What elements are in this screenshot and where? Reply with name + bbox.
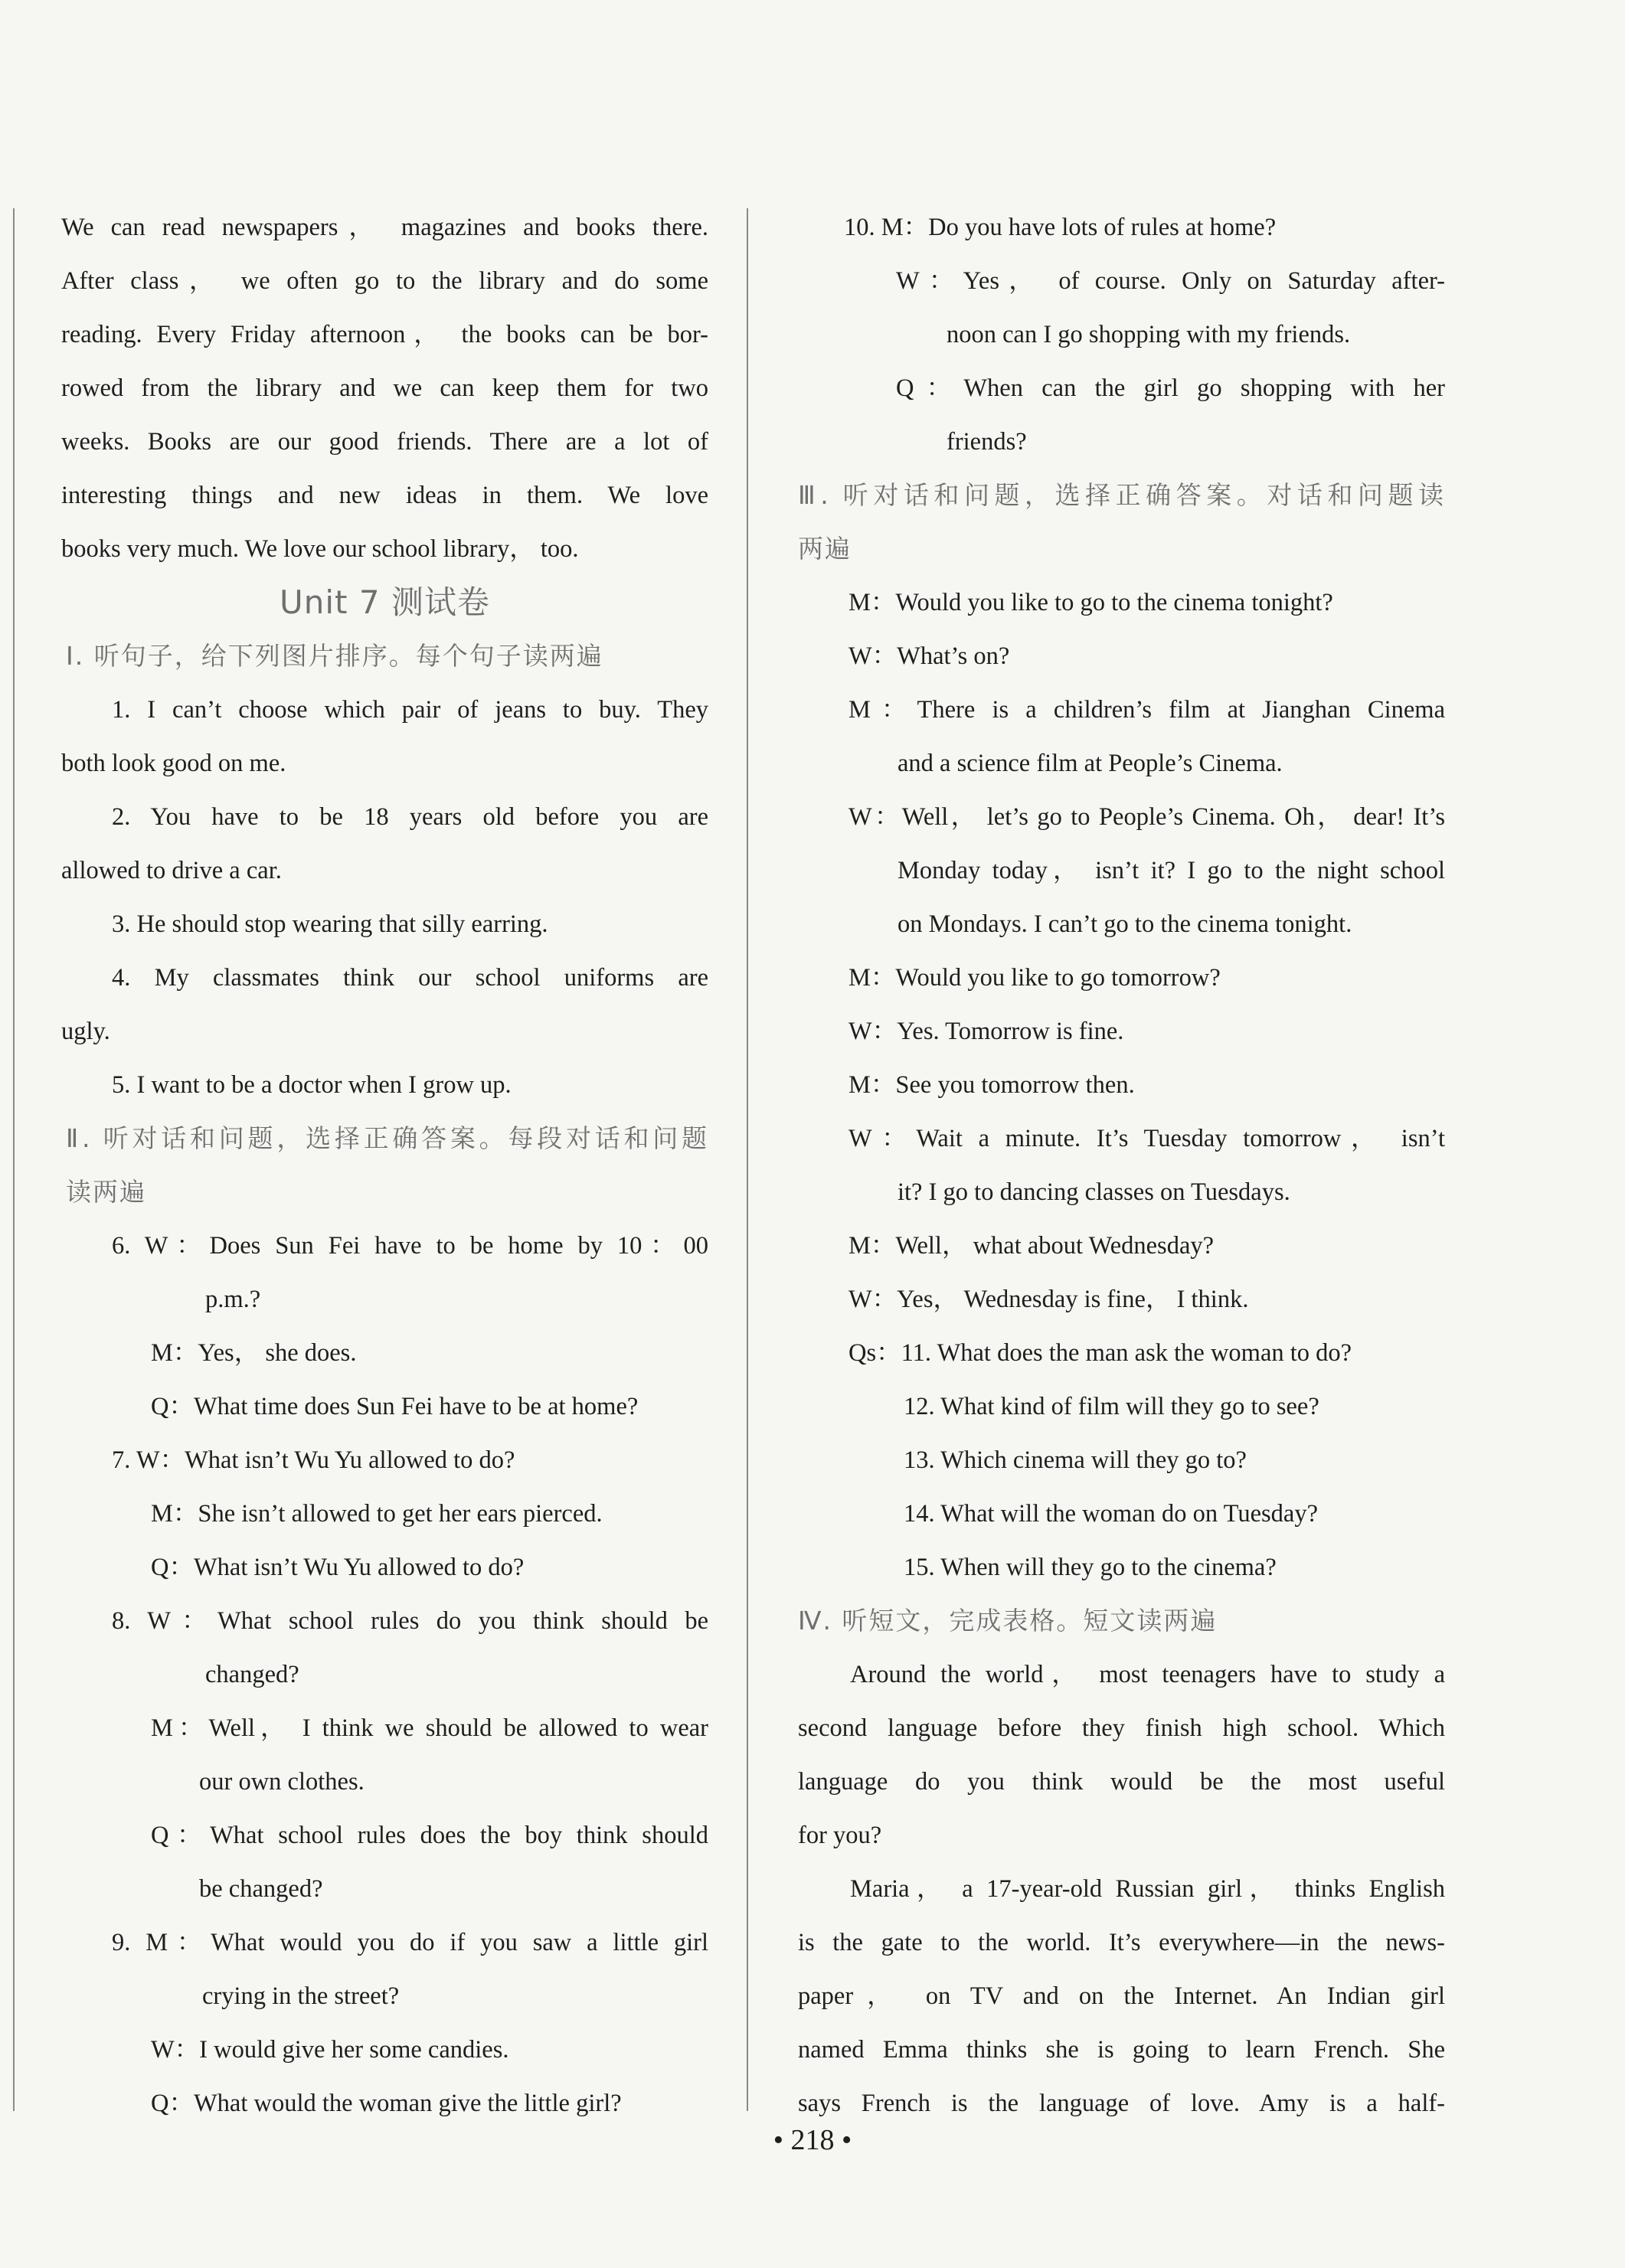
text-line: 14. What will the woman do on Tuesday? — [904, 1500, 1319, 1528]
text-line: both look good on me. — [61, 750, 286, 777]
text-line: M：Would you like to go tomorrow? — [848, 964, 1221, 992]
text-line: 1. I can’t choose which pair of jeans to buy. They — [112, 696, 708, 724]
text-line: is the gate to the world. It’s everywhere—in the news- — [798, 1929, 1445, 1956]
text-line: 6. W：Does Sun Fei have to be home by 10：00 — [112, 1232, 708, 1260]
text-line: 9. M：What would you do if you saw a little girl — [112, 1929, 708, 1956]
text-line: friends? — [947, 428, 1027, 456]
page-number: • 218 • — [773, 2124, 852, 2156]
text-line: be changed? — [199, 1875, 323, 1903]
text-line: We can read newspapers， magazines and books there. — [61, 214, 708, 241]
text-line: W：Yes， Wednesday is fine， I think. — [848, 1286, 1249, 1313]
text-line: our own clothes. — [199, 1768, 365, 1796]
text-line: 13. Which cinema will they go to? — [904, 1446, 1247, 1474]
text-line: second language before they finish high school. Which — [798, 1714, 1445, 1742]
text-line: M：There is a children’s film at Jianghan Cinema — [848, 696, 1445, 724]
text-line: paper， on TV and on the Internet. An Indian girl — [798, 1982, 1445, 2010]
text-line: M：Well， I think we should be allowed to wear — [151, 1714, 708, 1742]
text-line: on Mondays. I can’t go to the cinema tonight. — [898, 910, 1352, 938]
left-margin-rule — [13, 208, 15, 2111]
text-line: W：Wait a minute. It’s Tuesday tomorrow， isn’t — [848, 1125, 1445, 1152]
text-line: W：Yes. Tomorrow is fine. — [848, 1018, 1124, 1045]
text-line: Maria， a 17-year-old Russian girl， thinks English — [850, 1875, 1445, 1903]
unit-title: Unit 7 测试卷 — [280, 583, 490, 621]
text-line: Monday today， isn’t it? I go to the night school — [898, 857, 1445, 884]
section-heading: 读两遍 — [66, 1177, 146, 1207]
text-line: 7. W：What isn’t Wu Yu allowed to do? — [112, 1446, 515, 1474]
text-line: noon can I go shopping with my friends. — [947, 321, 1351, 348]
text-line: for you? — [798, 1822, 882, 1849]
section-heading: 两遍 — [798, 534, 852, 564]
section-heading: Ⅲ. 听对话和问题，选择正确答案。对话和问题读 — [798, 480, 1445, 510]
section-heading: Ⅳ. 听短文，完成表格。短文读两遍 — [798, 1606, 1218, 1636]
text-line: W：What’s on? — [848, 642, 1010, 670]
text-line: Around the world， most teenagers have to study a — [850, 1661, 1445, 1688]
text-line: says French is the language of love. Amy is a half- — [798, 2090, 1445, 2117]
left-column — [61, 0, 708, 2268]
column-divider — [747, 208, 748, 2111]
text-line: Q：What would the woman give the little girl? — [151, 2090, 622, 2117]
text-line: Q：When can the girl go shopping with her — [896, 374, 1445, 402]
text-line: weeks. Books are our good friends. There are a lot of — [61, 428, 708, 456]
text-line: crying in the street? — [202, 1982, 400, 2010]
text-line: W：I would give her some candies. — [151, 2036, 509, 2064]
section-heading: Ⅱ. 听对话和问题，选择正确答案。每段对话和问题 — [66, 1123, 708, 1153]
text-line: 10. M：Do you have lots of rules at home? — [844, 214, 1277, 241]
section-heading: Ⅰ. 听句子，给下列图片排序。每个句子读两遍 — [66, 641, 603, 671]
right-column — [798, 0, 1445, 2268]
text-line: and a science film at People’s Cinema. — [898, 750, 1283, 777]
text-line: books very much. We love our school library， too. — [61, 535, 579, 563]
text-line: language do you think would be the most useful — [798, 1768, 1445, 1796]
text-line: After class， we often go to the library and do some — [61, 267, 708, 295]
text-line: M：Yes， she does. — [151, 1339, 357, 1367]
text-line: Q：What school rules does the boy think should — [151, 1822, 708, 1849]
text-line: 3. He should stop wearing that silly earring. — [112, 910, 548, 938]
text-line: M：Would you like to go to the cinema tonight? — [848, 589, 1333, 616]
text-line: M：See you tomorrow then. — [848, 1071, 1135, 1099]
text-line: 8. W：What school rules do you think should be — [112, 1607, 708, 1635]
text-line: M：Well， what about Wednesday? — [848, 1232, 1215, 1260]
text-line: 4. My classmates think our school uniforms are — [112, 964, 708, 992]
text-line: Qs：11. What does the man ask the woman to do? — [848, 1339, 1352, 1367]
text-line: 15. When will they go to the cinema? — [904, 1554, 1277, 1581]
text-line: named Emma thinks she is going to learn French. She — [798, 2036, 1445, 2064]
text-line: changed? — [205, 1661, 299, 1688]
text-line: W：Yes， of course. Only on Saturday after- — [896, 267, 1445, 295]
text-line: rowed from the library and we can keep them for two — [61, 374, 708, 402]
text-line: reading. Every Friday afternoon， the books can be bor- — [61, 321, 708, 348]
text-line: W：Well， let’s go to People’s Cinema. Oh， dear! It’s — [848, 803, 1445, 831]
text-line: Q：What isn’t Wu Yu allowed to do? — [151, 1554, 525, 1581]
text-line: M：She isn’t allowed to get her ears pierced. — [151, 1500, 603, 1528]
text-line: 2. You have to be 18 years old before you are — [112, 803, 708, 831]
text-line: it? I go to dancing classes on Tuesdays. — [898, 1178, 1290, 1206]
text-line: 12. What kind of film will they go to see? — [904, 1393, 1319, 1420]
text-line: 5. I want to be a doctor when I grow up. — [112, 1071, 512, 1099]
text-line: p.m.? — [205, 1286, 261, 1313]
text-line: interesting things and new ideas in them. We love — [61, 482, 708, 509]
text-line: ugly. — [61, 1018, 110, 1045]
text-line: Q：What time does Sun Fei have to be at home? — [151, 1393, 639, 1420]
text-line: allowed to drive a car. — [61, 857, 282, 884]
